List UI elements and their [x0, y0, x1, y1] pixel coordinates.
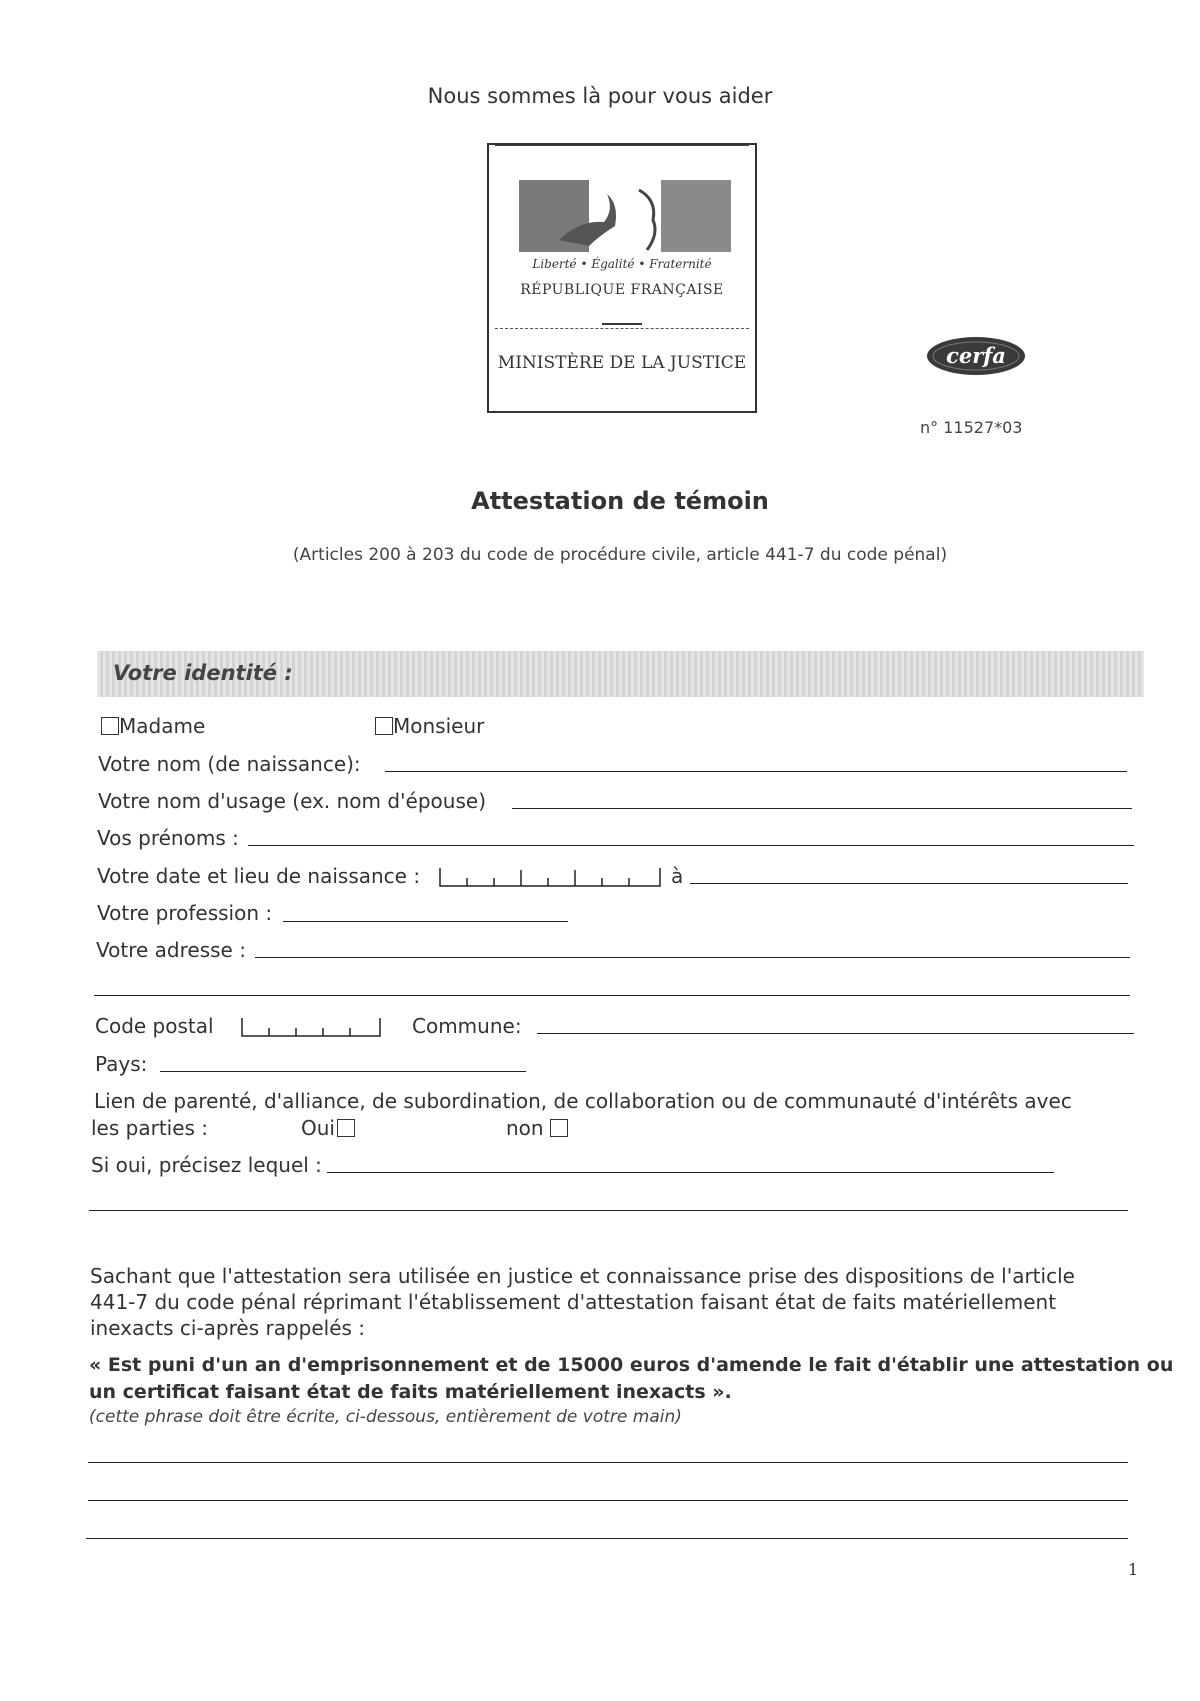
- nom-usage-label: Votre nom d'usage (ex. nom d'épouse): [98, 789, 486, 813]
- page-number: 1: [1128, 1560, 1139, 1579]
- oui-checkbox[interactable]: [337, 1119, 355, 1137]
- adresse-label: Votre adresse :: [96, 938, 246, 962]
- non-label: non: [506, 1116, 544, 1140]
- ministry-label: MINISTÈRE DE LA JUSTICE: [497, 353, 747, 373]
- date-boxes[interactable]: [438, 864, 663, 890]
- declaration-line-1: Sachant que l'attestation sera utilisée en justice et connaissance prise des dispositions de l'article: [90, 1264, 1075, 1288]
- section-identity-title: Votre identité :: [113, 661, 293, 685]
- penal-quote: [89, 1352, 1173, 1406]
- commune-label: Commune:: [412, 1014, 522, 1038]
- madame-checkbox[interactable]: [101, 717, 119, 735]
- tagline: Nous sommes là pour vous aider: [427, 84, 773, 108]
- nom-naissance-field[interactable]: [385, 771, 1127, 772]
- prenoms-field[interactable]: [248, 845, 1134, 846]
- monsieur-checkbox[interactable]: [375, 717, 393, 735]
- penal-quote-line-1: « Est puni d'un an d'emprisonnement et de 15000 euros d'amende le fait d'établir une attestation ou: [89, 1354, 1174, 1376]
- non-option[interactable]: [506, 1116, 568, 1140]
- oui-label: Oui: [301, 1116, 335, 1140]
- oui-option[interactable]: [301, 1116, 355, 1140]
- section-identity-header: [97, 651, 1144, 697]
- monsieur-option[interactable]: [375, 714, 484, 738]
- marianne-flag-icon: [519, 180, 731, 252]
- lien-label-line2: les parties :: [91, 1116, 209, 1140]
- madame-option[interactable]: [101, 714, 205, 738]
- handwriting-note: (cette phrase doit être écrite, ci-dessous, entièrement de votre main): [89, 1407, 682, 1427]
- cerfa-logo-text: cerfa: [946, 343, 1006, 368]
- adresse-field[interactable]: [255, 957, 1130, 958]
- code-postal-label: Code postal: [95, 1014, 214, 1038]
- non-checkbox[interactable]: [550, 1119, 568, 1137]
- pays-label: Pays:: [95, 1052, 148, 1076]
- date-a-label: à: [671, 864, 684, 888]
- cerfa-logo: [926, 336, 1026, 376]
- si-oui-field[interactable]: [327, 1172, 1054, 1173]
- profession-field[interactable]: [283, 921, 568, 922]
- form-subtitle: (Articles 200 à 203 du code de procédure civile, article 441-7 du code pénal): [292, 545, 948, 565]
- declaration-line-2: 441-7 du code pénal réprimant l'établissement d'attestation faisant état de faits matériellement: [90, 1290, 1057, 1314]
- date-lieu-label: Votre date et lieu de naissance :: [97, 864, 421, 888]
- prenoms-label: Vos prénoms :: [97, 826, 239, 850]
- declaration-text: [90, 1263, 1075, 1341]
- nom-usage-field[interactable]: [512, 808, 1132, 809]
- ministry-logo: [487, 143, 757, 413]
- motto: Liberté • Égalité • Fraternité: [532, 257, 712, 271]
- pays-field[interactable]: [160, 1071, 526, 1072]
- adresse-field-line2[interactable]: [94, 995, 1130, 996]
- declaration-line-3: inexacts ci-après rappelés :: [90, 1316, 366, 1340]
- handwriting-line-3[interactable]: [86, 1538, 1128, 1539]
- republic-label: RÉPUBLIQUE FRANÇAISE: [520, 282, 724, 298]
- lien-label: Lien de parenté, d'alliance, de subordination, de collaboration ou de communauté d'intérêts avec: [94, 1089, 1072, 1113]
- madame-label: Madame: [119, 714, 206, 738]
- penal-quote-line-2: un certificat faisant état de faits matériellement inexacts ».: [89, 1381, 732, 1403]
- profession-label: Votre profession :: [97, 901, 273, 925]
- handwriting-line-2[interactable]: [88, 1500, 1128, 1501]
- nom-naissance-label: Votre nom (de naissance):: [98, 752, 361, 776]
- form-title: Attestation de témoin: [471, 487, 769, 515]
- cerfa-number: n° 11527*03: [920, 418, 1023, 437]
- si-oui-field-line2[interactable]: [89, 1210, 1128, 1211]
- monsieur-label: Monsieur: [393, 714, 485, 738]
- code-postal-boxes[interactable]: [240, 1014, 382, 1040]
- handwriting-line-1[interactable]: [88, 1462, 1128, 1463]
- lieu-naissance-field[interactable]: [690, 883, 1128, 884]
- si-oui-label: Si oui, précisez lequel :: [91, 1153, 322, 1177]
- commune-field[interactable]: [537, 1033, 1134, 1034]
